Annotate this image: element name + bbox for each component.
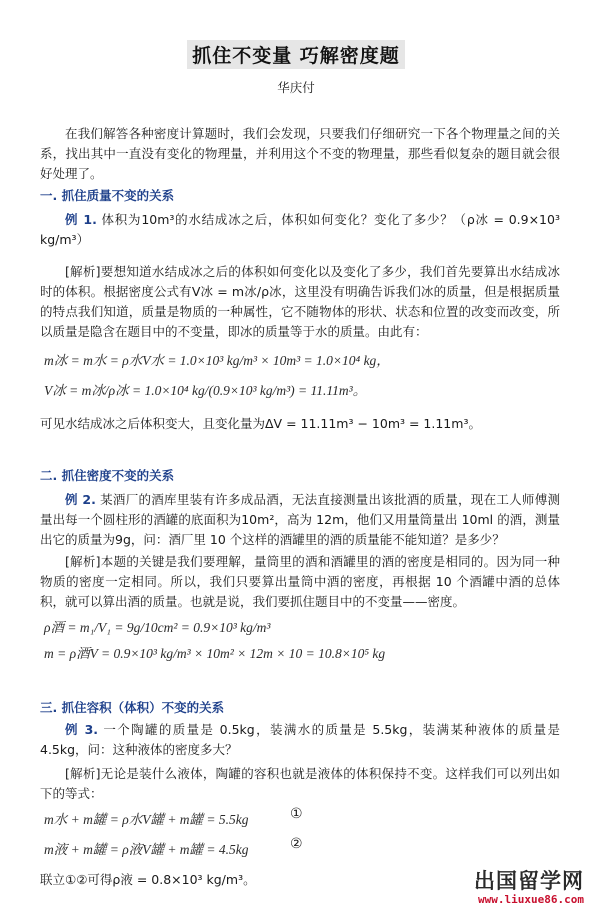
example1-label: 例 1. [65, 212, 97, 227]
section3-example [40, 720, 560, 760]
section3-analysis: [解析]无论是装什么液体，陶罐的容积也就是液体的体积保持不变。这样我们可以列出如下的等式： [40, 766, 560, 801]
example2-label: 例 2. [65, 492, 96, 507]
section2-equation-1: ρ酒 = m₁/V₁ = 9g/10cm² = 0.9×10³ kg/m³ [44, 620, 271, 635]
section2-example [40, 490, 560, 550]
section3-equation-1: m水 + m罐 = ρ水V罐 + m罐 = 5.5kg [44, 812, 249, 827]
section1-heading: 一. 抓住质量不变的关系 [40, 188, 175, 203]
site-watermark [474, 869, 584, 906]
section3-heading: 三. 抓住容积（体积）不变的关系 [40, 700, 225, 715]
title-container [0, 40, 592, 69]
example3-text: 一个陶罐的质量是 0.5kg，装满水的质量是 5.5kg，装满某种液体的质量是 4.5kg，问：这种液体的密度多大？ [40, 722, 560, 757]
page-title: 抓住不变量 巧解密度题 [187, 40, 405, 69]
section1-analysis: [解析]要想知道水结成冰之后的体积如何变化以及变化了多少，我们首先要算出水结成冰时的体积。根据密度公式有V冰 = m冰/ρ冰，这里没有明确告诉我们冰的质量，但是根据质量的特点我们知道，质量是物质的一种属性，它不随物体的形状、状态和位置的改变而改变，所以质量是隐含在题目中的不变量，即冰的质量等于水的质量。由此有： [40, 264, 560, 339]
section3-conclusion: 联立①②可得ρ液 = 0.8×10³ kg/m³。 [40, 872, 256, 887]
example1-text: 体积为10m³的水结成冰之后，体积如何变化？变化了多少？（ρ冰 = 0.9×10³ kg/m³） [40, 212, 560, 247]
example3-label: 例 3. [65, 722, 99, 737]
intro-paragraph: 在我们解答各种密度计算题时，我们会发现，只要我们仔细研究一下各个物理量之间的关系，找出其中一直没有变化的物理量，并利用这个不变的物理量，那些看似复杂的题目就会很好处理了。 [40, 126, 560, 181]
section1-example [40, 210, 560, 250]
equation-2-marker: ② [290, 836, 303, 852]
section2-analysis: [解析]本题的关键是我们要理解，量筒里的酒和酒罐里的酒的密度是相同的。因为同一种物质的密度一定相同。所以，我们只要算出量筒中酒的密度，再根据 10 个酒罐中酒的总体积，就可以算出酒的质量。也就是说，我们要抓住题目中的不变量——密度。 [40, 554, 560, 609]
section3-equation-2: m液 + m罐 = ρ液V罐 + m罐 = 4.5kg [44, 842, 249, 857]
section1-equation-2: V冰 = m冰/ρ冰 = 1.0×10⁴ kg/(0.9×10³ kg/m³) = 11.11m³。 [44, 383, 367, 398]
author: 华庆付 [277, 80, 315, 95]
example2-text: 某酒厂的酒库里装有许多成品酒，无法直接测量出该批酒的质量，现在工人师傅测量出每一个圆柱形的酒罐的底面积为10m²，高为 12m，他们又用量筒量出 10ml 的酒，测量出它的质量为9g，问：酒厂里 10 个这样的酒罐里的酒的质量能不能知道？是多少？ [40, 492, 560, 547]
section1-conclusion: 可见水结成冰之后体积变大，且变化量为ΔV = 11.11m³ − 10m³ = 1.11m³。 [40, 416, 481, 431]
watermark-name: 出国留学网 [474, 869, 584, 893]
watermark-url: www.liuxue86.com [478, 893, 584, 906]
section2-heading: 二. 抓住密度不变的关系 [40, 468, 175, 483]
equation-1-marker: ① [290, 806, 303, 822]
section2-equation-2: m = ρ酒V = 0.9×10³ kg/m³ × 10m² × 12m × 10 = 10.8×10⁵ kg [44, 646, 386, 661]
section1-equation-1: m冰 = m水 = ρ水V水 = 1.0×10³ kg/m³ × 10m³ = 1.0×10⁴ kg， [44, 353, 390, 368]
